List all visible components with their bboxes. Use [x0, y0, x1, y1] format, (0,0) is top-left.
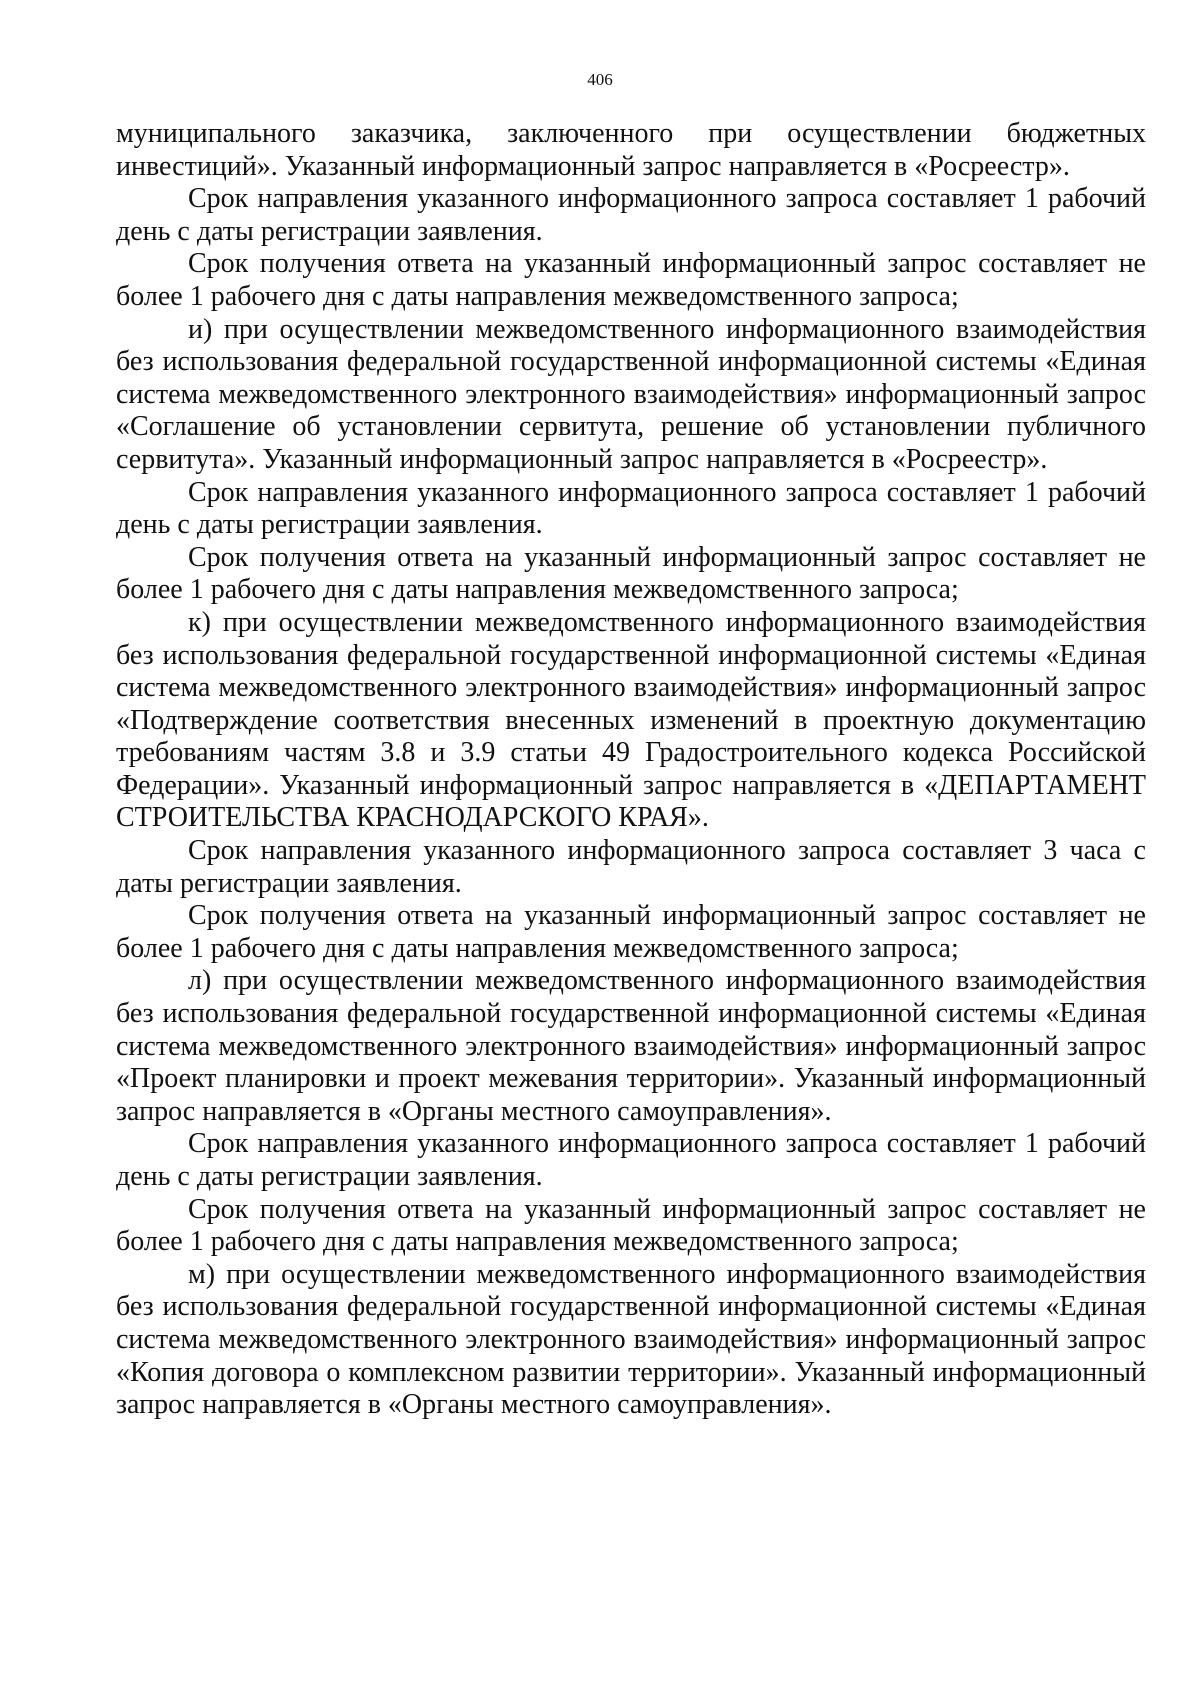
paragraph: Срок получения ответа на указанный информационный запрос составляет не более 1 рабочего дня с даты направления межведомственного запроса; [116, 248, 1146, 312]
paragraph: Срок направления указанного информационного запроса составляет 1 рабочий день с даты регистрации заявления. [116, 183, 1146, 247]
paragraph: Срок направления указанного информационного запроса составляет 3 часа с даты регистрации заявления. [116, 835, 1146, 899]
paragraph-item-l: л) при осуществлении межведомственного информационного взаимодействия без использования федеральной государственной информационной системы «Единая система межведомственного электронного взаимодействия» информационный запрос «Проект планировки и проект межевания территории». Указанный информационный запрос направляется в «Органы местного самоуправления». [116, 965, 1146, 1127]
paragraph: Срок направления указанного информационного запроса составляет 1 рабочий день с даты регистрации заявления. [116, 1128, 1146, 1192]
paragraph-item-i: и) при осуществлении межведомственного информационного взаимодействия без использования федеральной государственной информационной системы «Единая система межведомственного электронного взаимодействия» информационный запрос «Соглашение об установлении сервитута, решение об установлении публичного сервитута». Указанный информационный запрос направляется в «Росреестр». [116, 313, 1146, 475]
paragraph: муниципального заказчика, заключенного при осуществлении бюджетных инвестиций». Указанный информационный запрос направляется в «Росреестр». [116, 118, 1146, 182]
paragraph-item-k: к) при осуществлении межведомственного информационного взаимодействия без использования федеральной государственной информационной системы «Единая система межведомственного электронного взаимодействия» информационный запрос «Подтверждение соответствия внесенных изменений в проектную документацию требованиям частям 3.8 и 3.9 статьи 49 Градостроительного кодекса Российской Федерации». Указанный информационный запрос направляется в «ДЕПАРТАМЕНТ СТРОИТЕЛЬСТВА КРАСНОДАРСКОГО КРАЯ». [116, 606, 1146, 834]
paragraph: Срок получения ответа на указанный информационный запрос составляет не более 1 рабочего дня с даты направления межведомственного запроса; [116, 541, 1146, 606]
paragraph: Срок направления указанного информационного запроса составляет 1 рабочий день с даты регистрации заявления. [116, 476, 1146, 541]
paragraph-item-m: м) при осуществлении межведомственного информационного взаимодействия без использования федеральной государственной информационной системы «Единая система межведомственного электронного взаимодействия» информационный запрос «Копия договора о комплексном развитии территории». Указанный информационный запрос направляется в «Органы местного самоуправления». [116, 1258, 1146, 1421]
paragraph: Срок получения ответа на указанный информационный запрос составляет не более 1 рабочего дня с даты направления межведомственного запроса; [116, 900, 1146, 964]
paragraph: Срок получения ответа на указанный информационный запрос составляет не более 1 рабочего дня с даты направления межведомственного запроса; [116, 1193, 1146, 1258]
document-body [116, 118, 1146, 1422]
page-number: 406 [587, 70, 613, 89]
